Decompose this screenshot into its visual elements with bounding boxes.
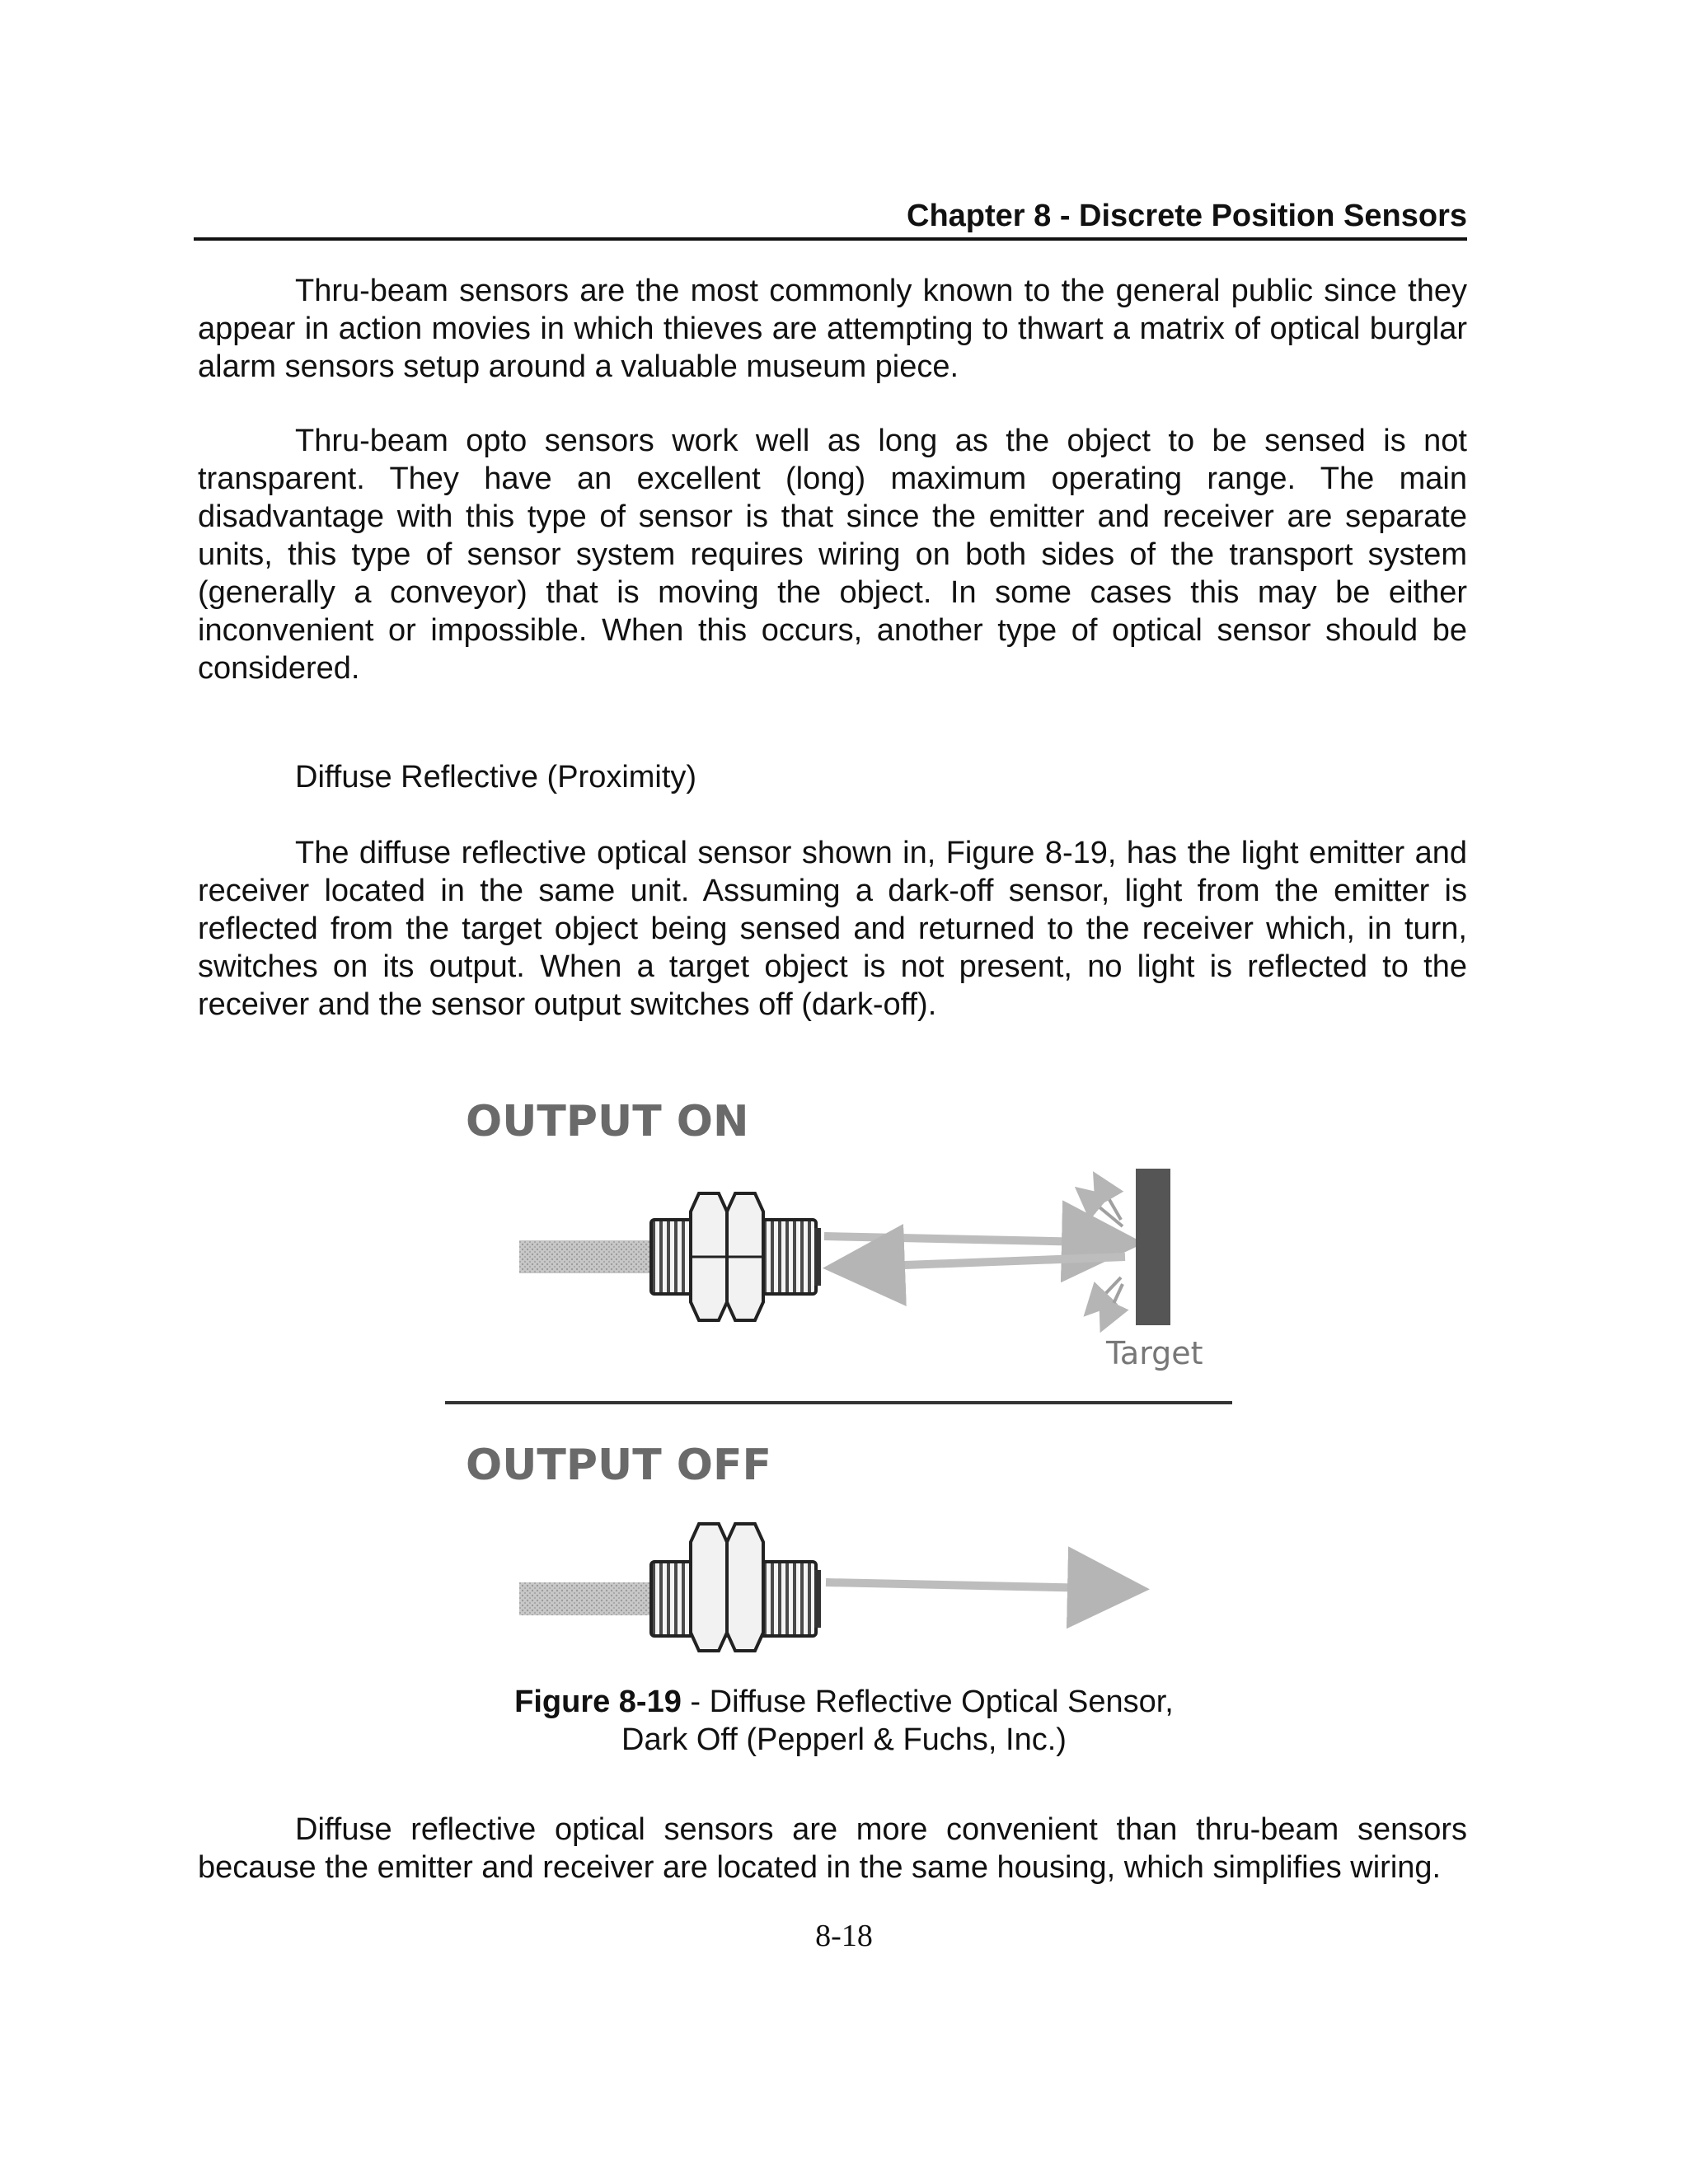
- output-on-label: OUTPUT ON: [466, 1097, 749, 1146]
- target-label: Target: [1106, 1335, 1203, 1371]
- figure-caption-line2: Dark Off (Pepperl & Fuchs, Inc.): [621, 1722, 1067, 1757]
- scatter-rays: [1080, 1177, 1123, 1327]
- figure-caption-text: - Diffuse Reflective Optical Sensor,: [681, 1685, 1174, 1719]
- header-rule: [194, 237, 1467, 241]
- emitted-beam: [826, 1582, 1133, 1589]
- figure-number: Figure 8-19: [514, 1685, 682, 1719]
- lock-nut: [691, 1524, 727, 1651]
- sensor-lens: [814, 1570, 821, 1628]
- target-plate: [1136, 1169, 1170, 1325]
- page-number: 8-18: [815, 1919, 873, 1953]
- emitted-beam: [824, 1236, 1128, 1243]
- paragraph-diffuse-advantage: Diffuse reflective optical sensors are more convenient than thru-beam sensors because the emitter and receiver are located in the same housing, which simplifies wiring.: [198, 1812, 1467, 1885]
- sensor-off: [519, 1524, 1133, 1651]
- figure-caption: [412, 1683, 1276, 1759]
- cable: [519, 1582, 651, 1615]
- chapter-header: Chapter 8 - Discrete Position Sensors: [907, 199, 1467, 233]
- paragraph-diffuse-description: The diffuse reflective optical sensor shown in, Figure 8-19, has the light emitter and receiver located in the same unit. Assuming a dark-off sensor, light from the emitter is reflected from the target object being sensed and returned to the receiver which, in turn, switches on its output. When a target object is not present, no light is reflected to the receiver and the sensor output switches off (dark-off).: [198, 836, 1467, 1022]
- cable: [519, 1240, 651, 1273]
- lock-nut: [691, 1193, 727, 1320]
- sensor-lens: [814, 1228, 821, 1286]
- lock-nut: [727, 1193, 763, 1320]
- reflected-beam: [839, 1257, 1125, 1268]
- sensor-on: [519, 1169, 1203, 1371]
- paragraph-thru-beam-intro: Thru-beam sensors are the most commonly known to the general public since they appear in action movies in which thieves are attempting to thwart a matrix of optical burglar alarm sensors setup around a valuable museum piece.: [198, 274, 1467, 384]
- diffuse-sensor-figure: [437, 1080, 1236, 1657]
- lock-nut: [727, 1524, 763, 1651]
- section-subheading: Diffuse Reflective (Proximity): [295, 760, 697, 794]
- paragraph-thru-beam-limits: Thru-beam opto sensors work well as long as the object to be sensed is not transparent. They have an excellent (long) maximum operating range. The main disadvantage with this type of sensor is that since the emitter and receiver are separate units, this type of sensor system requires wiring on both sides of the transport system (generally a conveyor) that is moving the object. In some cases this may be either inconvenient or impossible. When this occurs, another type of optical sensor should be considered.: [198, 424, 1467, 686]
- output-off-label: OUTPUT OFF: [466, 1441, 772, 1490]
